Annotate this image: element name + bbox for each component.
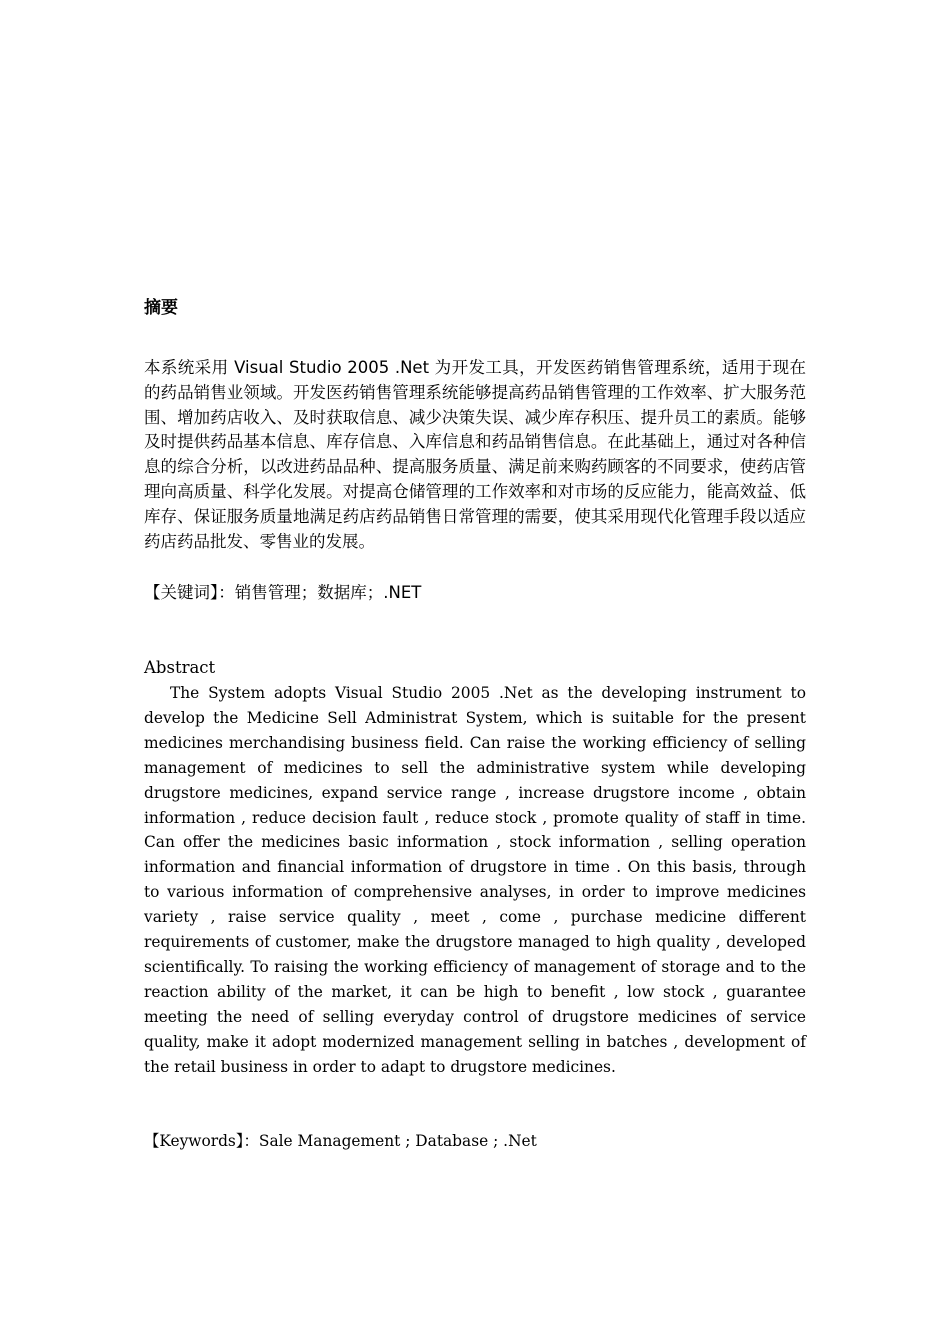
chinese-keywords: 【关键词】：销售管理；数据库；.NET [144, 583, 422, 602]
chinese-abstract-body: 本系统采用 Visual Studio 2005 .Net 为开发工具，开发医药销售管理系统，适用于现在的药品销售业领域。开发医药销售管理系统能够提高药品销售管理的工作效率、扩大服务范围、增加药店收入、及时获取信息、减少决策失误、减少库存积压、提升员工的素质。能够及时提供药品基本信息、库存信息、入库信息和药品销售信息。在此基础上，通过对各种信息的综合分析，以改进药品品种、提高服务质量、满足前来购药顾客的不同要求，使药店管理向高质量、科学化发展。对提高仓储管理的工作效率和对市场的反应能力，能高效益、低库存、保证服务质量地满足药店药品销售日常管理的需要，使其采用现代化管理手段以适应药店药品批发、零售业的发展。 [144, 358, 806, 551]
chinese-abstract-heading: 摘要 [144, 298, 178, 318]
english-abstract-body: The System adopts Visual Studio 2005 .Net as the developing instrument to develop the Medicine Sell Administrat System, which is suitable for the present medicines merchandising business field. Can raise the working efficiency of selling management of medicines to sell the administrative system while developing drugstore medicines, expand service range , increase drugstore income , obtain information , reduce decision fault , reduce stock , promote quality of staff in time. Can offer the medicines basic information , stock information , selling operation information and financial information of drugstore in time . On this basis, through to various information of comprehensive analyses, in order to improve medicines variety , raise service quality , meet , come , purchase medicine different requirements of customer, make the drugstore managed to high quality , developed scientifically. To raising the working efficiency of management of storage and to the reaction ability of the market, it can be high to benefit , low stock , guarantee meeting the need of selling everyday control of drugstore medicines of service quality, make it adopt modernized management selling in batches , development of the retail business in order to adapt to drugstore medicines. [144, 684, 806, 1076]
english-keywords: 【Keywords】：Sale Management ; Database ; .Net [144, 1132, 537, 1150]
english-abstract-heading: Abstract [144, 658, 216, 677]
